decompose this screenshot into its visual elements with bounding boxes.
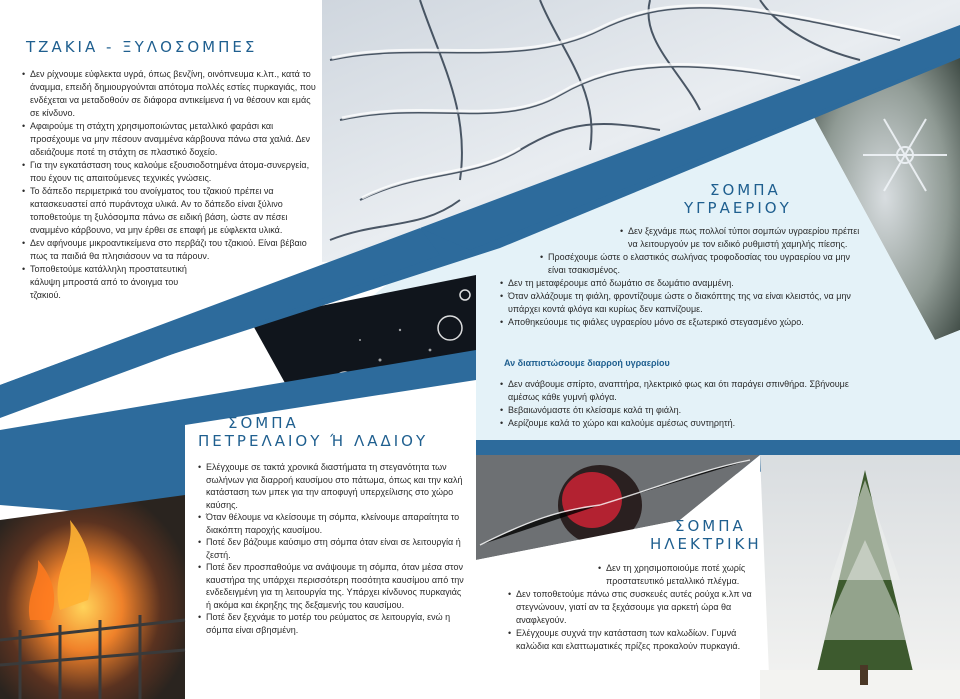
list-item: • Τοποθετούμε κατάλληλη προστατευτική κάλυψη μπροστά από το άνοιγμα του τζακιού. (22, 263, 190, 302)
gas-title-line2: ΥΓΡΑΕΡΙΟΥ (684, 199, 792, 217)
list-item: • Δεν ρίχνουμε εύφλεκτα υγρά, όπως βενζίνη, οινόπνευμα κ.λπ., κατά το άναμμα, επειδή δημιουργούνται απότομα πολλές εστίες πυρκαγιάς, που ενδέχεται να μεταδοθούν σε διάφορα αντικείμενα ή να θέσουν και εμάς σε κίνδυνο. (22, 68, 322, 120)
gas-leak-title: Αν διαπιστώσουμε διαρροή υγραερίου (504, 358, 670, 368)
list-item: • Αερίζουμε καλά το χώρο και καλούμε αμέσως συντηρητή. (500, 417, 880, 430)
list-item: • Δεν ανάβουμε σπίρτο, αναπτήρα, ηλεκτρικό φως και ότι παράγει σπινθήρα. Σβήνουμε αμέσως κάθε γυμνή φλόγα. (500, 378, 880, 404)
list-item: • Δεν ξεχνάμε πως πολλοί τύποι σομπών υγραερίου πρέπει να λειτουργούν με τον ειδικό ρυθμιστή χαμηλής πίεσης. (620, 225, 865, 251)
list-item: • Ποτέ δεν προσπαθούμε να ανάψουμε τη σόμπα, όταν μέσα στον καυστήρα της υπάρχει περισσότερη ποσότητα καυσίμου από την ενδεδειγμένη για τη λειτουργία της. Υπάρχει κίνδυνος πυρκαγιάς ή ακόμα και έκρηξης της δεξαμενής του καυσίμου. (198, 561, 468, 611)
list-item: • Προσέχουμε ώστε ο ελαστικός σωλήνας τροφοδοσίας του υγραερίου να μην είναι τσακισμένος. (540, 251, 865, 277)
list-item: • Ποτέ δεν ξεχνάμε το μοτέρ του ρεύματος σε λειτουργία, ενώ η σόμπα είναι σβησμένη. (198, 611, 468, 636)
list-item: • Όταν θέλουμε να κλείσουμε τη σόμπα, κλείνουμε απαραίτητα το διακόπτη παροχής καυσίμου. (198, 511, 468, 536)
fireplace-image (0, 495, 185, 699)
electric-list (508, 562, 758, 653)
list-item: • Όταν αλλάζουμε τη φιάλη, φροντίζουμε ώστε ο διακόπτης της να είναι κλειστός, να μην υπάρχει κοντά φλόγα και κυρίως δεν καπνίζουμε. (500, 290, 865, 316)
list-item: • Δεν τοποθετούμε πάνω στις συσκευές αυτές ρούχα κ.λπ να στεγνώνουν, γιατί αν τα ξεχάσουμε για αρκετή ώρα θα αναφλεγούν. (508, 588, 758, 627)
gas-list (500, 225, 865, 329)
list-item: • Δεν αφήνουμε μικροαντικείμενα στο περβάζι του τζακιού. Είναι βέβαιο πως τα παιδιά θα πλησιάσουν να τα πάρουν. (22, 237, 322, 263)
fireplace-title: ΤΖΑΚΙΑ - ΞΥΛΟΣΟΜΠΕΣ (26, 38, 258, 56)
gas-title-line1: ΣΟΜΠΑ (710, 181, 781, 199)
list-item: • Για την εγκατάσταση τους καλούμε εξουσιοδοτημένα άτομα-συνεργεία, που έχουν τις απαιτούμενες τεχνικές γνώσεις. (22, 159, 322, 185)
list-item: • Αποθηκεύουμε τις φιάλες υγραερίου μόνο σε εξωτερικό στεγασμένο χώρο. (500, 316, 865, 329)
list-item: • Δεν τη χρησιμοποιούμε ποτέ χωρίς προστατευτικό μεταλλικό πλέγμα. (598, 562, 758, 588)
list-item: • Το δάπεδο περιμετρικά του ανοίγματος του τζακιού πρέπει να κατασκευαστεί από πυράντοχα υλικά. Αν το δάπεδο είναι ξύλινο τοποθετούμε τη ξυλόσομπα πάνω σε ειδική βάση, ώστε αν πέσει αναμμένο κάρβουνο, να μην έρθει σε επαφή με εύφλεκτα υλικά. (22, 185, 322, 237)
snowy-tree-image (760, 455, 960, 699)
list-item: • Βεβαιωνόμαστε ότι κλείσαμε καλά τη φιάλη. (500, 404, 880, 417)
electric-title-line2: ΗΛΕΚΤΡΙΚΗ (650, 535, 762, 553)
electric-title-line1: ΣΟΜΠΑ (675, 517, 746, 535)
list-item: • Ελέγχουμε συχνά την κατάσταση των καλωδίων. Γυμνά καλώδια και ελαττωματικές πρίζες προκαλούν πυρκαγιά. (508, 627, 758, 653)
oil-title-line1: ΣΟΜΠΑ (228, 414, 299, 432)
list-item: • Ποτέ δεν βάζουμε καύσιμο στη σόμπα όταν είναι σε λειτουργία ή ζεστή. (198, 536, 468, 561)
oil-title-line2: ΠΕΤΡΕΛΑΙΟΥ Ή ΛΑΔΙΟΥ (198, 432, 429, 450)
oil-list (198, 461, 468, 636)
gas-leak-list (500, 378, 880, 430)
list-item: • Ελέγχουμε σε τακτά χρονικά διαστήματα τη στεγανότητα των σωλήνων για διαρροή καυσίμου στο πάτωμα, όπως και την καλή κατάσταση των μπεκ για την αποφυγή υπερχείλισης στο χώρο καύσης. (198, 461, 468, 511)
fireplace-list (22, 68, 322, 302)
list-item: • Δεν τη μεταφέρουμε από δωμάτιο σε δωμάτιο αναμμένη. (500, 277, 865, 290)
list-item: • Αφαιρούμε τη στάχτη χρησιμοποιώντας μεταλλικό φαράσι και προσέχουμε να μην πέσουν αναμμένα κάρβουνα πάνω στα χαλιά. Δεν αδειάζουμε ποτέ τη στάχτη σε πλαστικό δοχείο. (22, 120, 322, 159)
